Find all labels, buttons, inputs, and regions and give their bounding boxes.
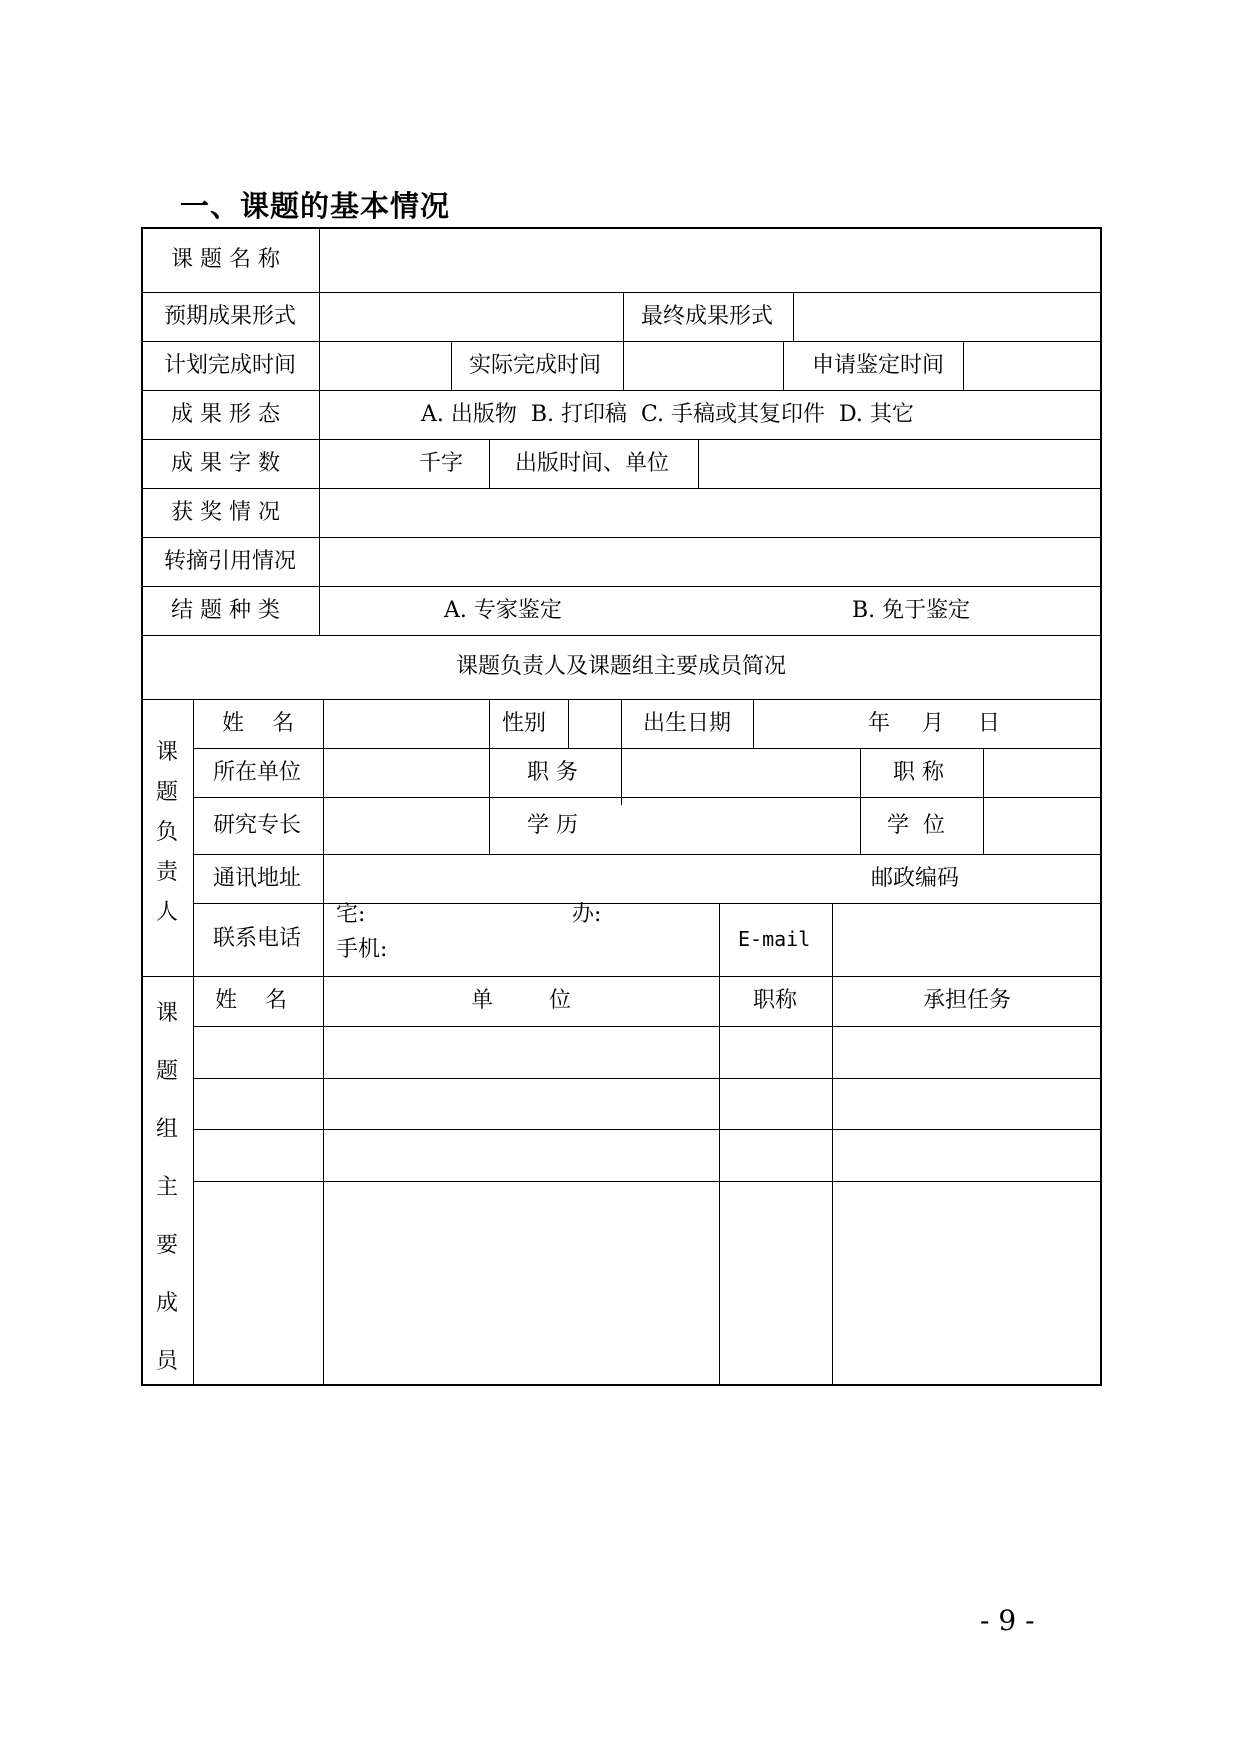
leader-name-label: 姓 名 bbox=[222, 711, 294, 736]
citations-label: 转摘引用情况 bbox=[164, 549, 297, 574]
topic-name-label: 课 题 名 称 bbox=[171, 247, 280, 272]
word-count-label: 成 果 字 数 bbox=[171, 451, 280, 476]
section-heading: 一、课题的基本情况 bbox=[180, 189, 451, 223]
office-phone-label: 办: bbox=[572, 902, 602, 927]
member-task-header: 承担任务 bbox=[922, 988, 1012, 1013]
home-phone-label: 宅: bbox=[336, 902, 366, 927]
page-number: - 9 - bbox=[980, 1604, 1035, 1637]
closing-type-label: 结 题 种 类 bbox=[171, 598, 280, 623]
member-title-header: 职称 bbox=[752, 988, 798, 1013]
actual-time-label: 实际完成时间 bbox=[469, 353, 602, 378]
final-form-label: 最终成果形式 bbox=[641, 304, 774, 329]
degree-label: 学 位 bbox=[887, 813, 945, 838]
phone-label: 联系电话 bbox=[213, 926, 302, 951]
birth-day-label: 日 bbox=[978, 711, 1001, 736]
mobile-label: 手机: bbox=[336, 937, 388, 962]
gender-label: 性别 bbox=[502, 711, 547, 736]
basic-info-table bbox=[141, 227, 1102, 1386]
postcode-label: 邮政编码 bbox=[871, 866, 960, 891]
education-label: 学 历 bbox=[527, 813, 578, 838]
result-form-label: 成 果 形 态 bbox=[171, 402, 280, 427]
professional-title-label: 职 称 bbox=[893, 760, 944, 785]
member-name-header: 姓 名 bbox=[215, 988, 287, 1013]
specialty-label: 研究专长 bbox=[213, 813, 302, 838]
expected-form-label: 预期成果形式 bbox=[164, 304, 297, 329]
closing-option-b: B. 免于鉴定 bbox=[852, 598, 971, 623]
closing-option-a: A. 专家鉴定 bbox=[444, 598, 562, 623]
email-label: E-mail bbox=[738, 927, 811, 951]
member-unit-header: 单 位 bbox=[471, 988, 571, 1013]
members-section-title: 课题负责人及课题组主要成员简况 bbox=[455, 654, 787, 679]
publish-info-label: 出版时间、单位 bbox=[515, 451, 670, 476]
unit-label: 所在单位 bbox=[213, 760, 302, 785]
address-label: 通讯地址 bbox=[213, 866, 302, 891]
birth-date-label: 出生日期 bbox=[643, 711, 732, 736]
awards-label: 获 奖 情 况 bbox=[171, 500, 280, 525]
result-form-options: A. 出版物 B. 打印稿 C. 手稿或其复印件 D. 其它 bbox=[421, 402, 914, 427]
thousand-words-unit: 千字 bbox=[419, 451, 464, 476]
birth-month-label: 月 bbox=[922, 711, 945, 736]
birth-year-label: 年 bbox=[868, 711, 891, 736]
appraisal-time-label: 申请鉴定时间 bbox=[812, 353, 945, 378]
planned-time-label: 计划完成时间 bbox=[164, 353, 297, 378]
duty-label: 职 务 bbox=[527, 760, 578, 785]
